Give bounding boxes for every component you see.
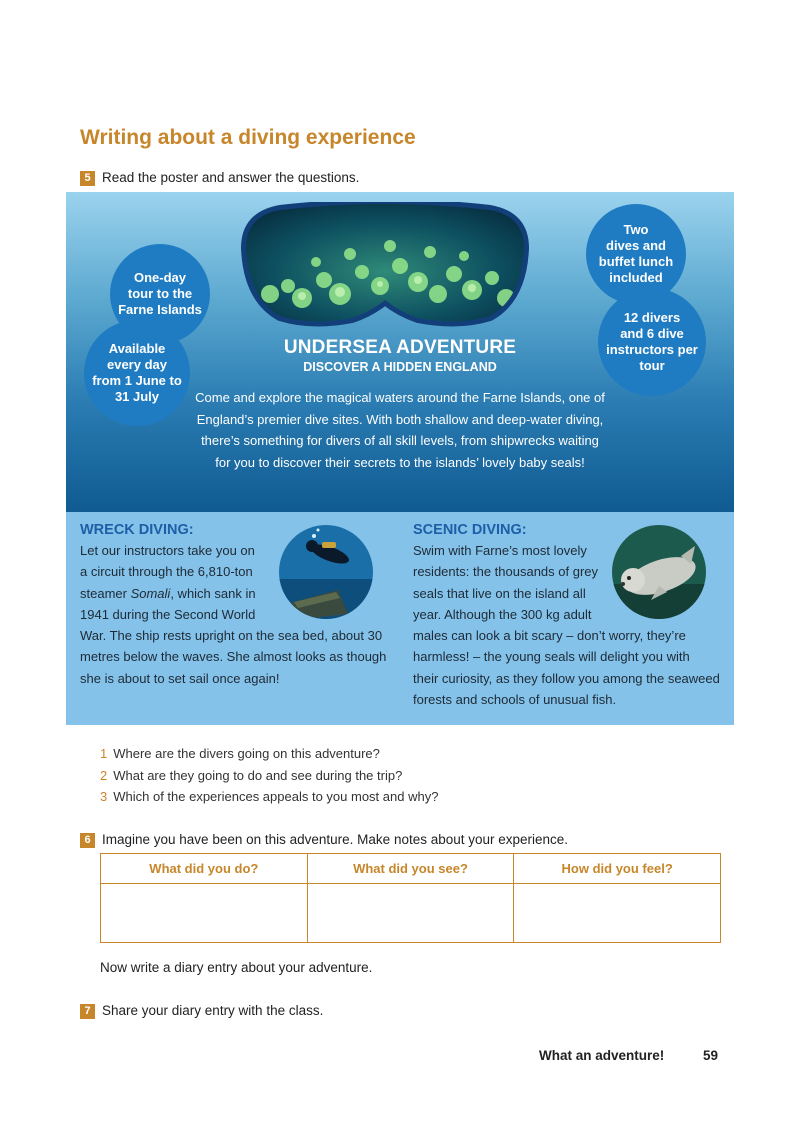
ship-name: Somali <box>130 585 171 601</box>
scenic-diving-text: Swim with Farne’s most lovely residents: the thousands of grey seals that live on the island all year. Although the 300 kg adult males can look a bit scary – don’t worry, they’re harmless! – the young seals will delight you with their curiosity, as they follow you among the seaweed forests and schools of unusual fish. <box>413 543 720 708</box>
question-2: 2 What are they going to do and see during the trip? <box>100 768 403 783</box>
table-header: How did you feel? <box>514 854 721 884</box>
notes-table <box>100 853 721 943</box>
headline-text: UNDERSEA ADVENTURE <box>283 337 517 358</box>
table-header: What did you do? <box>101 854 308 884</box>
notes-cell-do[interactable] <box>101 884 308 943</box>
table-row <box>101 884 721 943</box>
task-number-badge: 6 <box>80 833 95 848</box>
scenic-diving-title: SCENIC DIVING: <box>413 522 527 538</box>
table-header-row <box>101 854 721 884</box>
wreck-diving-title: WRECK DIVING: <box>80 522 194 538</box>
footer-unit-title: What an adventure! <box>539 1048 665 1063</box>
page-title: Writing about a diving experience <box>80 126 416 149</box>
poster <box>66 192 734 725</box>
italic-line: steamer Somali, which sank in <box>80 585 256 601</box>
dive-mask-photo <box>240 202 530 328</box>
diary-instruction: Now write a diary entry about your adventure. <box>100 960 373 975</box>
info-bubble-availability: Available every day from 1 June to 31 July <box>84 320 190 426</box>
question-1: 1 Where are the divers going on this adventure? <box>100 746 380 761</box>
page-number: 59 <box>703 1048 719 1063</box>
info-bubble-dives: Two dives and buffet lunch included <box>586 204 686 304</box>
subheadline-text: DISCOVER A HIDDEN ENGLAND <box>303 360 497 374</box>
task-6 <box>80 832 568 848</box>
table-header: What did you see? <box>307 854 514 884</box>
wreck-diving-text: Let our instructors take you on a circuit through the 6,810-ton steamer Somali, which sank in 1941 during the Second World War. The ship rests upright on the sea bed, about 30 metres below the waves. She almost looks as though she is about to set sail once again! <box>80 540 400 689</box>
poster-intro: Come and explore the magical waters around the Farne Islands, one of England’s premier dive sites. With both shallow and deep-water diving, there’s something for divers of all skill levels, from shipwrecks waiting for you to discover their secrets to the islands’ lovely baby seals! <box>195 390 605 470</box>
notes-cell-feel[interactable] <box>514 884 721 943</box>
info-bubble-group-size: 12 divers and 6 dive instructors per tour <box>598 288 706 396</box>
poster-header-area <box>66 192 734 512</box>
poster-sections <box>66 512 734 725</box>
task-7 <box>80 1003 323 1019</box>
poster-headline <box>216 337 584 374</box>
question-3: 3 Which of the experiences appeals to you most and why? <box>100 789 439 804</box>
task-5 <box>80 170 359 186</box>
notes-cell-see[interactable] <box>307 884 514 943</box>
seal-photo <box>611 524 707 620</box>
task-5-text: Read the poster and answer the questions. <box>102 170 360 185</box>
task-7-text: Share your diary entry with the class. <box>102 1003 324 1018</box>
task-6-text: Imagine you have been on this adventure. Make notes about your experience. <box>102 832 569 847</box>
task-number-badge: 5 <box>80 171 95 186</box>
wreck-diver-photo <box>278 524 374 620</box>
task-number-badge: 7 <box>80 1004 95 1019</box>
info-bubble-tour: One-day tour to the Farne Islands <box>110 244 210 344</box>
